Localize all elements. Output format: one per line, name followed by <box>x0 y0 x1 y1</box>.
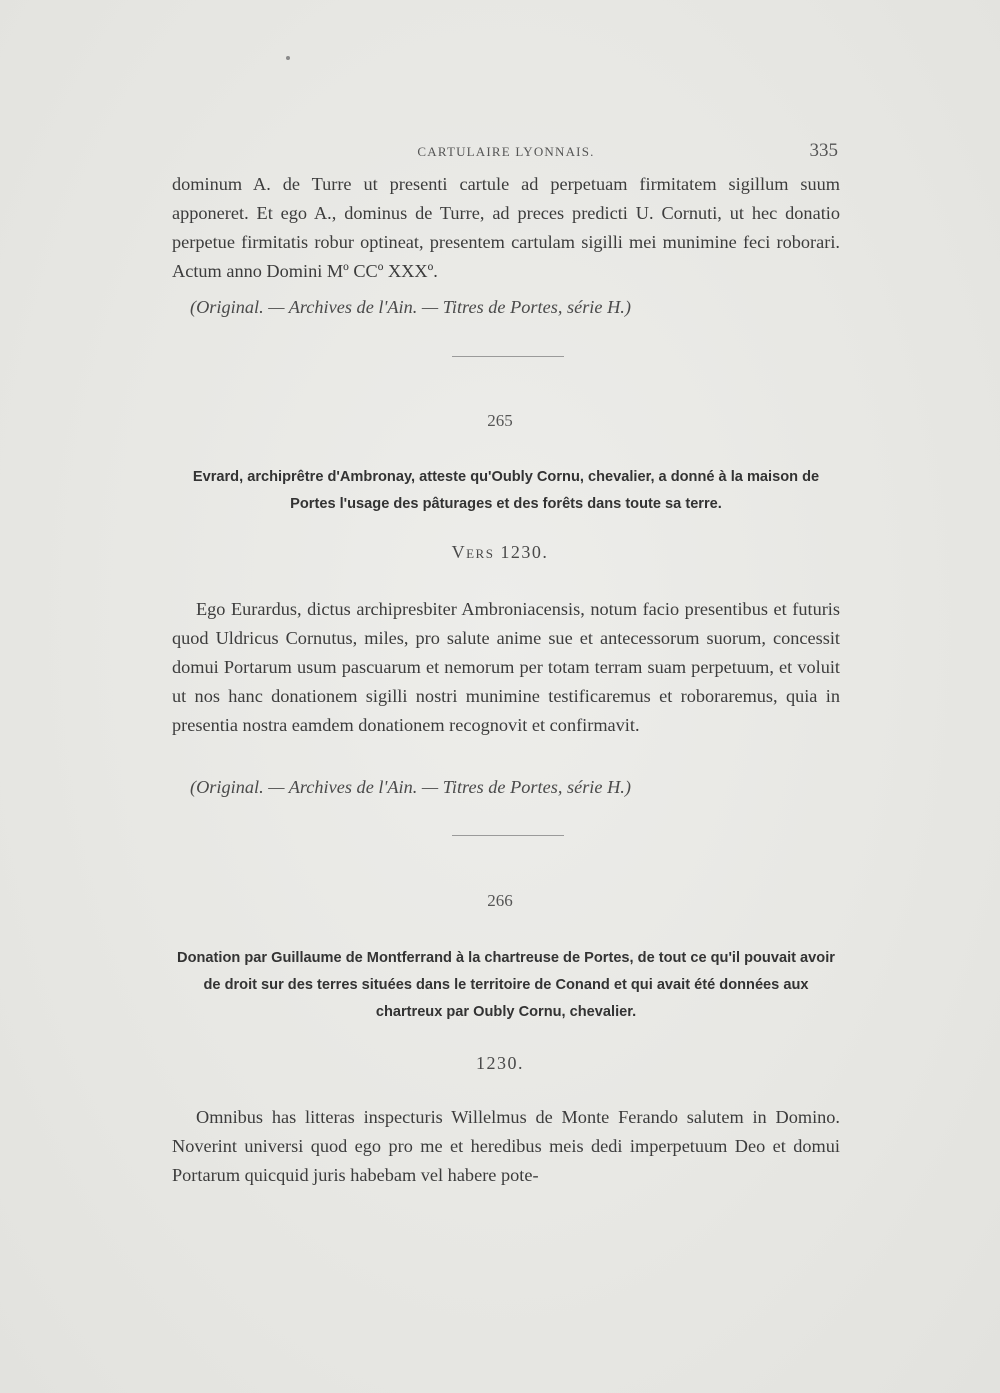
charter-date-265-text: Vers 1230. <box>451 542 549 562</box>
charter-text-265: Ego Eurardus, dictus archipresbiter Ambroniacensis, notum facio presentibus et futuris quod Uldricus Cornutus, miles, pro salute anime sue et antecessorum suorum, concessit domui Portarum usum pascuarum et nemorum per totam terram suam perpetuum, et voluit ut nos hanc donationem sigilli nostri munimine testificaremus et roboraremus, quia in presentia nostra eamdem donationem recognovit et confirmavit. <box>172 599 840 735</box>
charter-text-266: Omnibus has litteras inspecturis Willelmus de Monte Ferando salutem in Domino. Noverint universi quod ego pro me et heredibus meis dedi imperpetuum Deo et domui Portarum quicquid juris habebam vel habere pote- <box>172 1107 840 1185</box>
source-note-265: (Original. — Archives de l'Ain. — Titres de Portes, série H.) <box>190 777 631 797</box>
ink-speck <box>286 56 290 60</box>
charter-number-265: 265 <box>487 411 513 430</box>
section-divider <box>452 356 564 357</box>
charter-summary-266: Donation par Guillaume de Montferrand à la chartreuse de Portes, de tout ce qu'il pouvait avoir de droit sur des terres situées dans le territoire de Conand et qui avait été données aux chartreux par Oubly Cornu, chevalier. <box>177 950 835 1020</box>
section-divider <box>452 835 564 836</box>
charter-date-265 <box>0 542 1000 563</box>
page-number: 335 <box>809 140 838 161</box>
charter-date-266: 1230. <box>476 1053 524 1073</box>
charter-number-266: 266 <box>487 891 513 910</box>
running-head: CARTULAIRE LYONNAIS. <box>417 144 595 159</box>
charter-summary-265: Evrard, archiprêtre d'Ambronay, atteste qu'Oubly Cornu, chevalier, a donné à la maison de Portes l'usage des pâturages et des forêts dans toute sa terre. <box>192 469 820 512</box>
page-header <box>172 140 840 164</box>
continuation-text: dominum A. de Turre ut presenti cartule ad perpetuam firmitatem sigillum suum apponeret. Et ego A., dominus de Turre, ad preces predicti U. Cornuti, ut hec donatio perpetue firmitatis robur optineat, presentem cartulam sigilli mei munimine feci roborari. Actum anno Domini Mº CCº XXXº. <box>172 174 840 281</box>
source-note-264: (Original. — Archives de l'Ain. — Titres de Portes, série H.) <box>190 297 631 317</box>
